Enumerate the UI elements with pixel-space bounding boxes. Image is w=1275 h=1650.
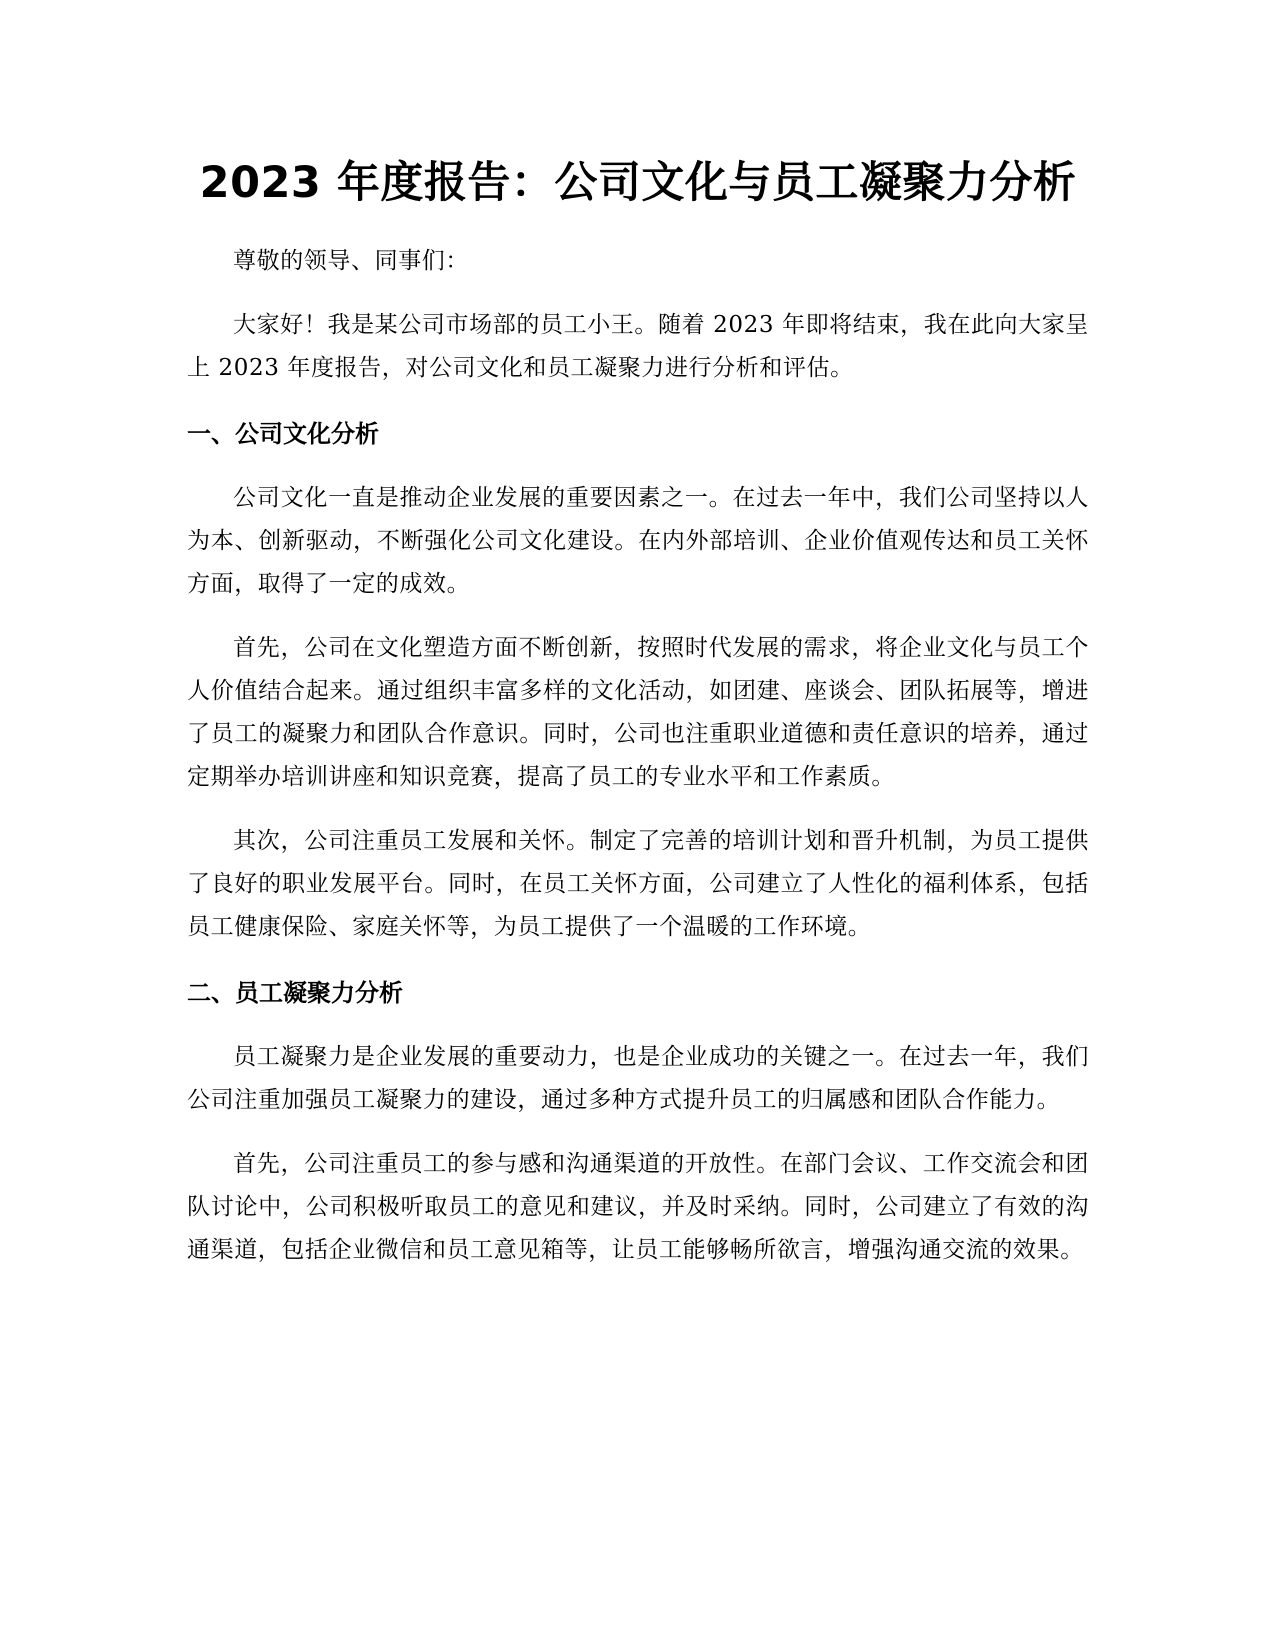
body-paragraph: 其次，公司注重员工发展和关怀。制定了完善的培训计划和晋升机制，为员工提供了良好的职业发展平台。同时，在员工关怀方面，公司建立了人性化的福利体系，包括员工健康保险、家庭关怀等，为员工提供了一个温暖的工作环境。 xyxy=(187,828,1089,940)
body-paragraph: 首先，公司在文化塑造方面不断创新，按照时代发展的需求，将企业文化与员工个人价值结合起来。通过组织丰富多样的文化活动，如团建、座谈会、团队拓展等，增进了员工的凝聚力和团队合作意识。同时，公司也注重职业道德和责任意识的培养，通过定期举办培训讲座和知识竞赛，提高了员工的专业水平和工作素质。 xyxy=(187,635,1089,790)
salutation: 尊敬的领导、同事们： xyxy=(233,248,469,274)
greeting-paragraph: 大家好！我是某公司市场部的员工小王。随着 2023 年即将结束，我在此向大家呈上 2023 年度报告，对公司文化和员工凝聚力进行分析和评估。 xyxy=(187,312,1089,381)
body-paragraph: 公司文化一直是推动企业发展的重要因素之一。在过去一年中，我们公司坚持以人为本、创新驱动，不断强化公司文化建设。在内外部培训、企业价值观传达和员工关怀方面，取得了一定的成效。 xyxy=(187,485,1089,597)
section-company-culture xyxy=(187,412,1089,949)
body-paragraph: 首先，公司注重员工的参与感和沟通渠道的开放性。在部门会议、工作交流会和团队讨论中，公司积极听取员工的意见和建议，并及时采纳。同时，公司建立了有效的沟通渠道，包括企业微信和员工意见箱等，让员工能够畅所欲言，增强沟通交流的效果。 xyxy=(187,1151,1089,1263)
body-paragraph: 员工凝聚力是企业发展的重要动力，也是企业成功的关键之一。在过去一年，我们公司注重加强员工凝聚力的建设，通过多种方式提升员工的归属感和团队合作能力。 xyxy=(187,1044,1089,1113)
section-heading: 二、员工凝聚力分析 xyxy=(187,979,403,1007)
document-title: 2023 年度报告：公司文化与员工凝聚力分析 xyxy=(199,158,1077,208)
section-employee-cohesion xyxy=(187,971,1089,1272)
document-page xyxy=(187,0,1089,1272)
section-heading: 一、公司文化分析 xyxy=(187,420,379,448)
